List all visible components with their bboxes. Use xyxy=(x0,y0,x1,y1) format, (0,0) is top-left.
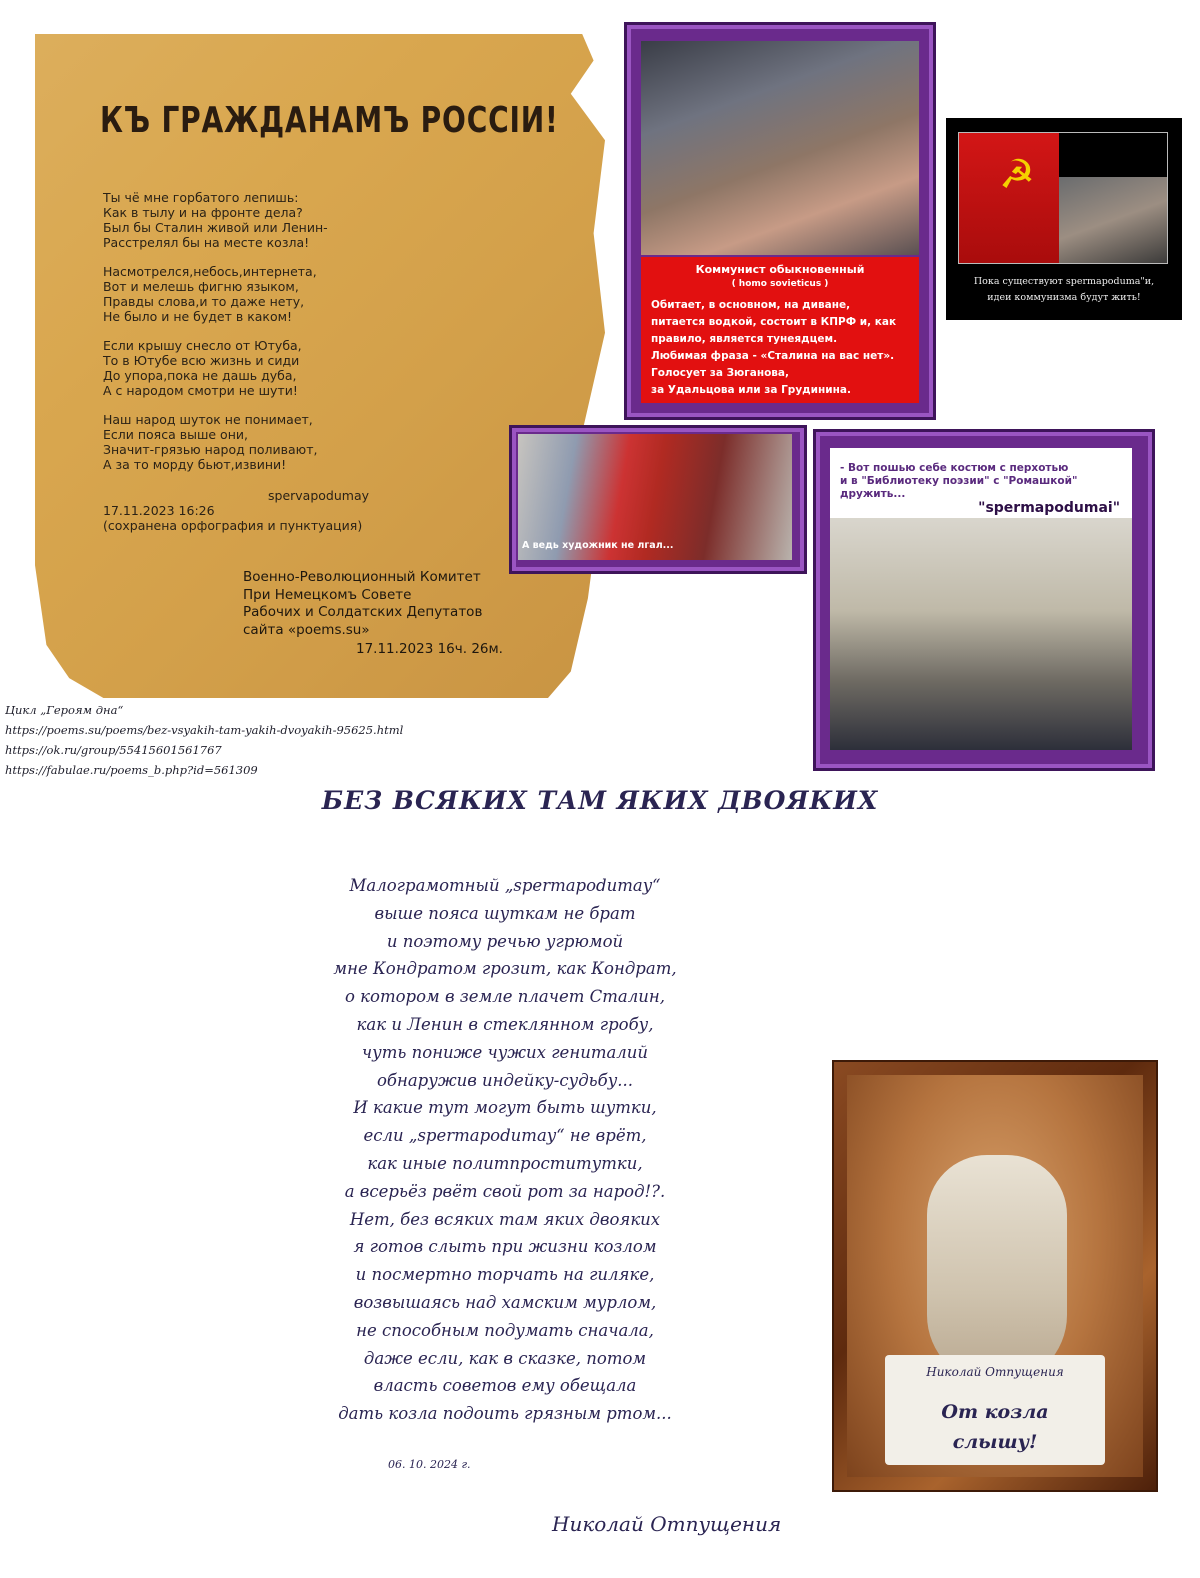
leaflet-stanza xyxy=(103,338,533,398)
artist-meme-panel xyxy=(509,425,807,574)
poem-line: возвышаясь над хамским мурлом, xyxy=(353,1292,657,1312)
poem-line: не способным подумать сначала, xyxy=(356,1320,654,1340)
links-block xyxy=(5,700,403,780)
poem-date: 06. 10. 2024 г. xyxy=(388,1458,471,1471)
caption-line: Обитает, в основном, на диване, xyxy=(651,299,851,311)
soviet-flag xyxy=(959,133,1059,263)
leaflet-line: Вот и мелешь фигню языком, xyxy=(103,279,299,294)
leaflet-line: То в Ютубе всю жизнь и сиди xyxy=(103,353,300,368)
poem-line: и посмертно торчать на гиляке, xyxy=(355,1265,655,1285)
quote-name: "spermapodumai" xyxy=(978,500,1120,516)
leaflet-stanza xyxy=(103,412,533,472)
poem-line: и поэтому речью угрюмой xyxy=(386,931,624,951)
committee-date: 17.11.2023 16ч. 26м. xyxy=(356,641,503,657)
leaflet-line: Не было и не будет в каком! xyxy=(103,309,293,324)
svg-text:☭: ☭ xyxy=(999,152,1035,198)
committee-line: Военно-Революционный Комитет xyxy=(243,569,481,585)
poem-line: даже если, как в сказке, потом xyxy=(363,1348,647,1368)
poem-line: Нет, без всяких там яких двояких xyxy=(349,1209,661,1229)
smoking-man-photo xyxy=(830,518,1132,750)
leaflet-line: Значит-грязью народ поливают, xyxy=(103,442,318,457)
leaflet-committee xyxy=(243,569,482,639)
communist-meme-panel xyxy=(624,22,936,420)
goat-sign-line: слышу! xyxy=(952,1431,1038,1453)
quote-text xyxy=(840,462,1130,501)
poem-line: мне Кондратом грозит, как Кондрат, xyxy=(333,959,677,979)
fabulae-link[interactable]: https://fabulae.ru/poems_b.php?id=561309 xyxy=(5,763,258,777)
men-photo xyxy=(641,41,919,255)
leaflet-poem xyxy=(103,190,533,486)
leaflet-date: 17.11.2023 16:26 xyxy=(103,503,215,518)
smoker-meme-panel xyxy=(813,429,1155,771)
caption-line: Пока существуют spermapoduma"и, xyxy=(973,276,1155,287)
poem-line: власть советов ему обещала xyxy=(373,1376,637,1396)
leaflet-stanza xyxy=(103,190,533,250)
poem-line: как иные политпроститутки, xyxy=(367,1153,643,1173)
leaflet-note: (сохранена орфография и пунктуация) xyxy=(103,518,363,533)
hammer-sickle-icon xyxy=(959,133,1059,263)
poem-line: о котором в земле плачет Сталин, xyxy=(344,987,666,1007)
quote-line: дружить... xyxy=(840,488,906,500)
goat-sign-name: Николай Отпущения xyxy=(926,1365,1064,1379)
poem-line: И какие тут могут быть шутки, xyxy=(353,1098,657,1118)
leaflet-stanza xyxy=(103,264,533,324)
ok-link[interactable]: https://ok.ru/group/55415601561767 xyxy=(5,743,222,757)
flag-meme-panel xyxy=(946,118,1182,320)
cycle-label: Цикл „Героям дна“ xyxy=(5,703,124,717)
leaflet-line: Насмотрелся,небось,интернета, xyxy=(103,264,317,279)
caption-line: за Удальцова или за Грудинина. xyxy=(651,384,851,396)
poem-title: БЕЗ ВСЯКИХ ТАМ ЯКИХ ДВОЯКИХ xyxy=(321,786,879,815)
caption-line: Любимая фраза - «Сталина на вас нет». xyxy=(651,350,895,362)
poem-body xyxy=(295,872,715,1428)
leaflet-title: КЪ ГРАЖДАНАМЪ РОССІИ! xyxy=(100,100,559,141)
leaflet-line: Ты чё мне горбатого лепишь: xyxy=(103,190,299,205)
poem-line: а всерьёз рвёт свой рот за народ!?. xyxy=(344,1181,666,1201)
committee-line: Рабочих и Солдатских Депутатов xyxy=(243,604,483,620)
poem-line: чуть пониже чужих гениталий xyxy=(361,1042,649,1062)
poem-line: выше пояса шуткам не брат xyxy=(374,903,636,923)
goat-picture-frame xyxy=(832,1060,1158,1492)
caption-box xyxy=(641,257,919,403)
caption-title: Коммунист обыкновенный xyxy=(695,263,865,276)
poem-line: я готов слыть при жизни козлом xyxy=(353,1237,657,1257)
caption-line: Голосует за Зюганова, xyxy=(651,367,790,379)
caption-subtitle: ( homo sovieticus ) xyxy=(731,279,829,289)
caption-text xyxy=(651,297,913,399)
caption-line: питается водкой, состоит в КПРФ и, как xyxy=(651,316,897,328)
committee-line: сайта «poems.su» xyxy=(243,621,370,638)
flag-meme-image xyxy=(958,132,1168,264)
poems-link[interactable]: https://poems.su/poems/bez-vsyakih-tam-yakih-dvoyakih-95625.html xyxy=(5,723,404,737)
poem-line: как и Ленин в стеклянном гробу, xyxy=(356,1014,654,1034)
leaflet-line: А за то морду бьют,извини! xyxy=(103,457,287,472)
quote-line: и в "Библиотеку поэзии" с "Ромашкой" xyxy=(840,475,1078,487)
leaflet-signature: spervapodumay xyxy=(268,488,370,503)
goat-illustration xyxy=(847,1075,1143,1477)
poem-author: Николай Отпущения xyxy=(552,1512,782,1536)
artist-caption: А ведь художник не лгал... xyxy=(522,540,674,551)
goat-sign-line: От козла xyxy=(941,1401,1049,1423)
leaflet-line: Расстрелял бы на месте козла! xyxy=(103,235,310,250)
leaflet-line: Был бы Сталин живой или Ленин- xyxy=(103,220,328,235)
leaflet-line: Если пояса выше они, xyxy=(103,427,248,442)
poem-line: дать козла подоить грязным ртом... xyxy=(338,1404,672,1424)
leaflet-line: Наш народ шуток не понимает, xyxy=(103,412,313,427)
poem-line: Малограмотный „spermapodumay“ xyxy=(349,876,661,895)
goat-head-drawing xyxy=(927,1155,1067,1385)
leaflet-line: До упора,пока не дашь дуба, xyxy=(103,368,297,383)
committee-line: При Немецкомъ Совете xyxy=(243,586,412,603)
leaflet-line: А с народом смотри не шути! xyxy=(103,383,298,398)
goat-sign-text xyxy=(885,1397,1105,1457)
leaflet-line: Если крышу снесло от Ютуба, xyxy=(103,338,302,353)
caption-line: идеи коммунизма будут жить! xyxy=(987,292,1141,303)
quote-line: - Вот пошью себе костюм с перхотью xyxy=(840,462,1069,474)
leaflet-date-block xyxy=(103,503,362,533)
leaflet-line: Как в тылу и на фронте дела? xyxy=(103,205,303,220)
laughing-men-photo xyxy=(1059,177,1167,263)
poem-line: если „spermapodumay“ не врёт, xyxy=(363,1126,647,1146)
goat-sign xyxy=(885,1355,1105,1465)
flag-meme-caption xyxy=(946,274,1182,306)
caption-line: правило, является тунеядцем. xyxy=(651,333,838,345)
poem-line: обнаружив индейку-судьбу... xyxy=(376,1070,634,1090)
leaflet-line: Правды слова,и то даже нету, xyxy=(103,294,305,309)
